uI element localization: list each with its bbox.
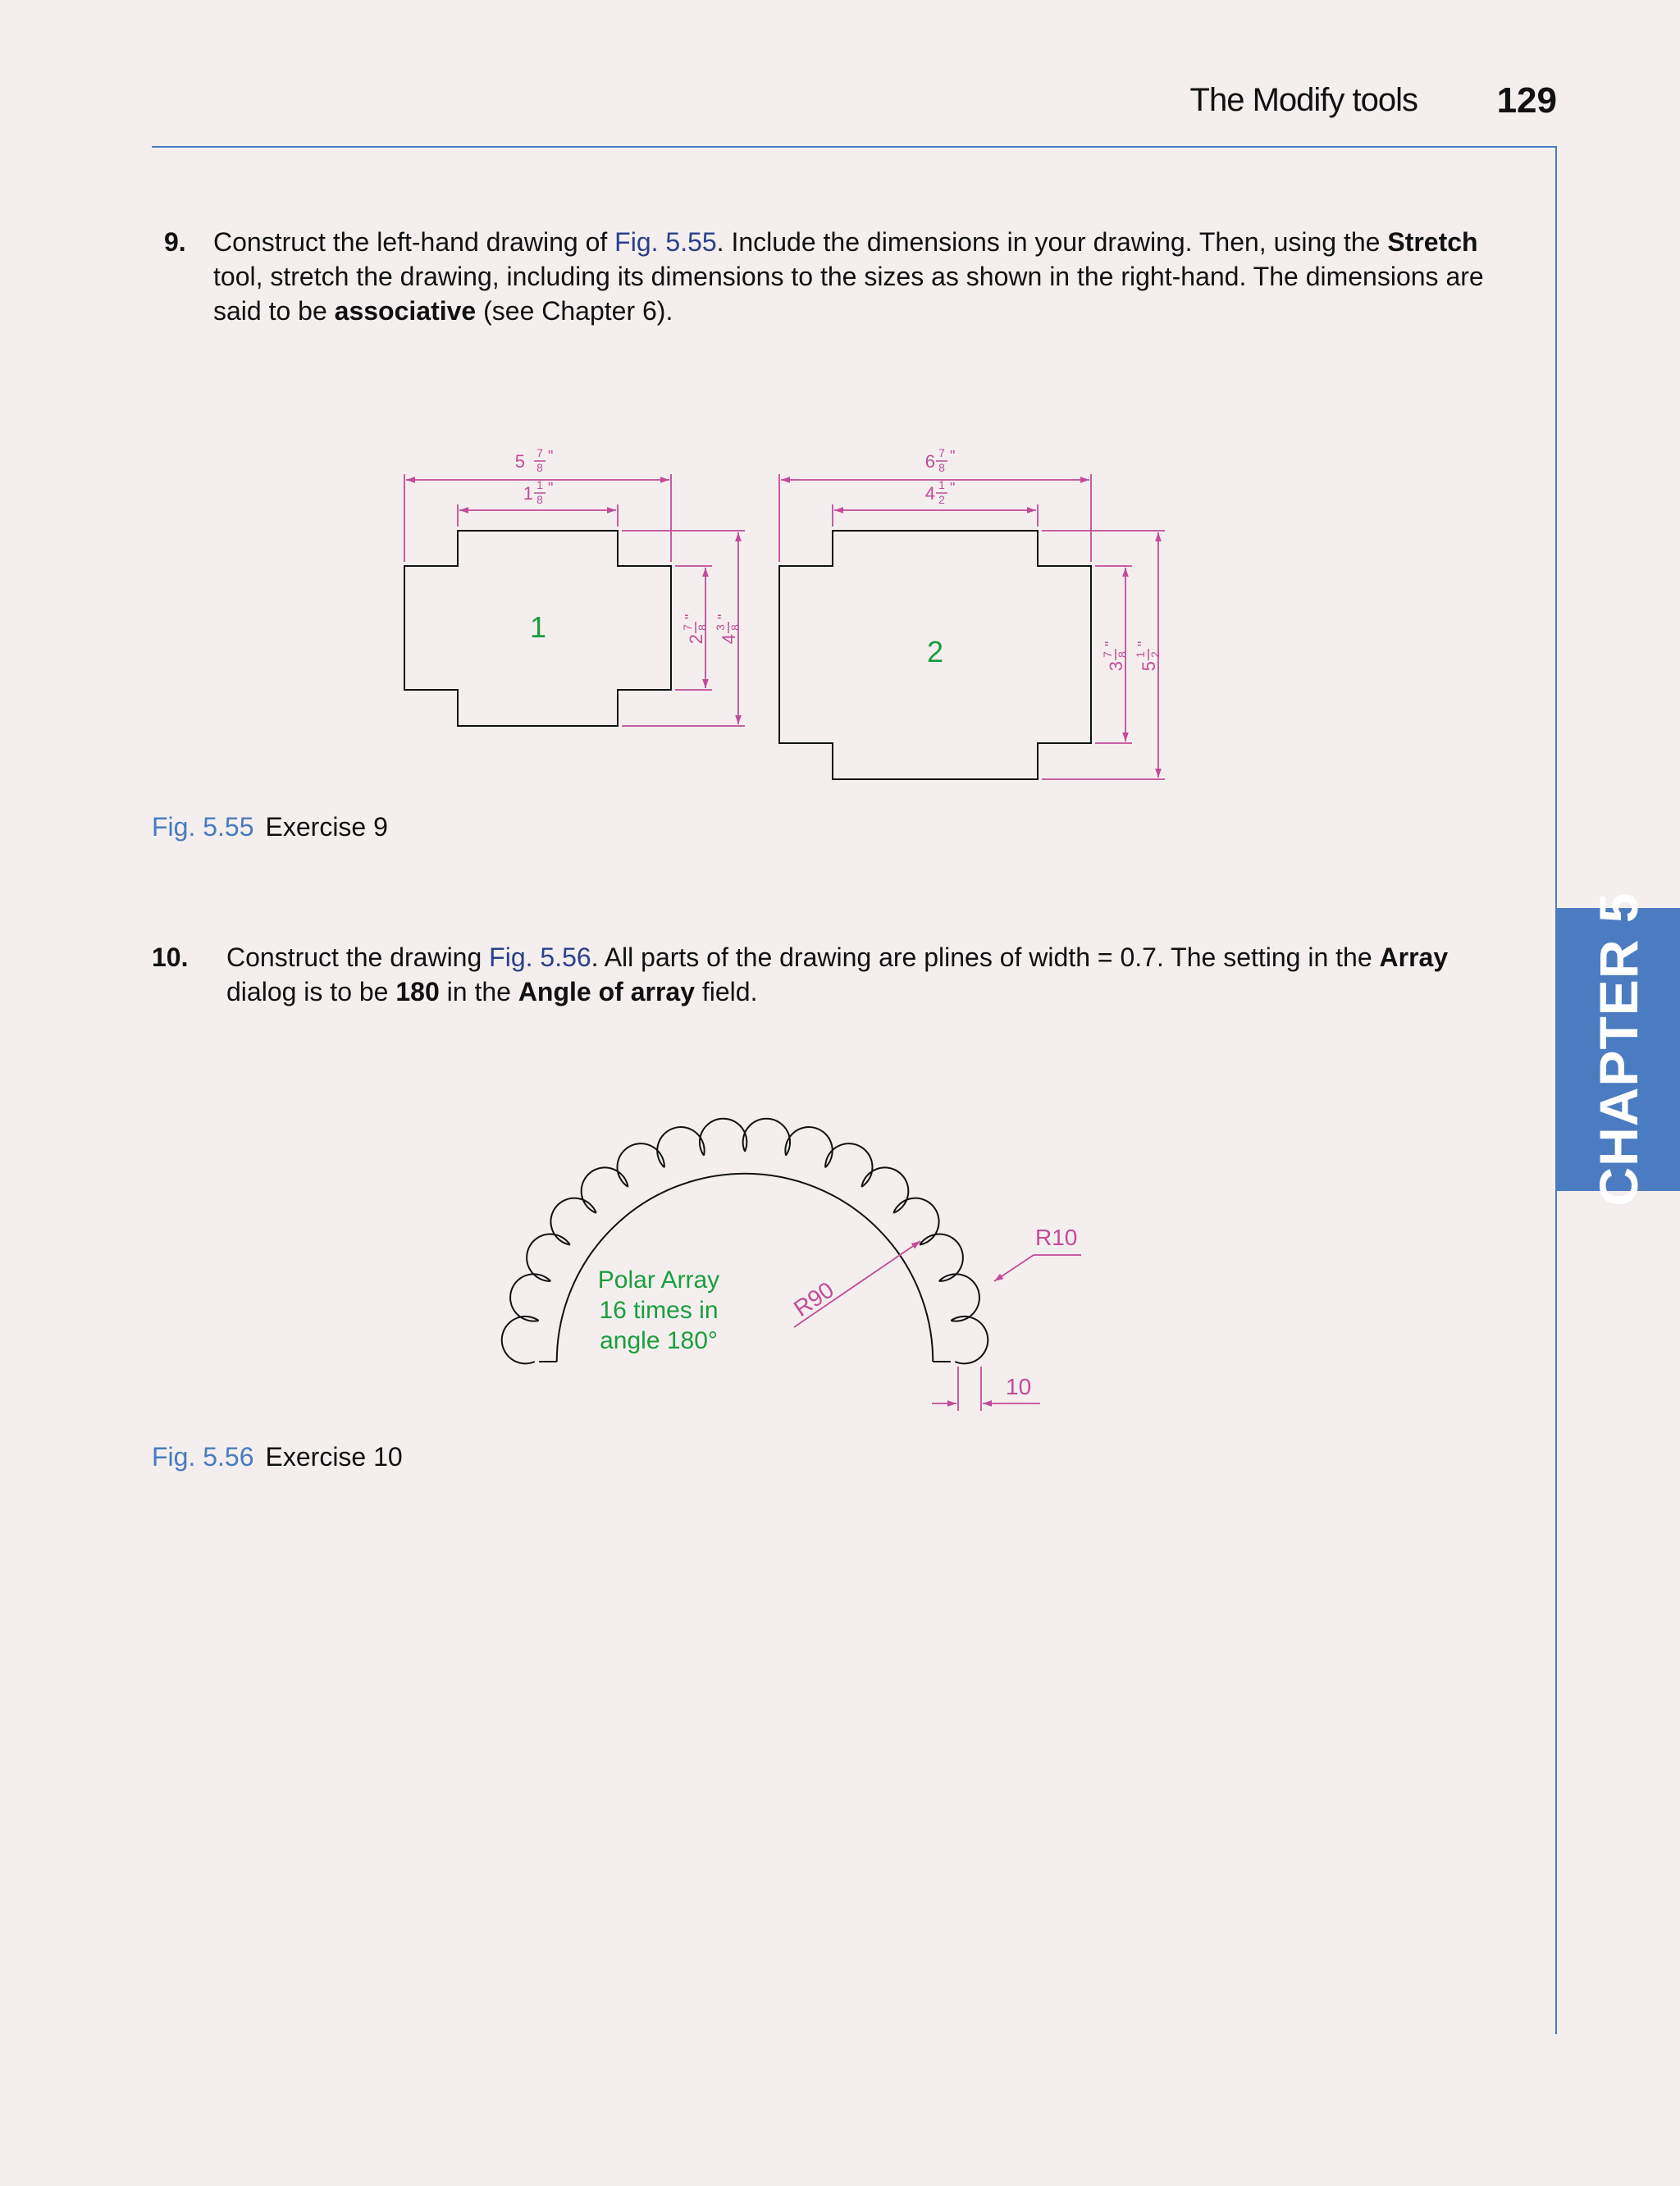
dim-num: 3 xyxy=(714,624,727,631)
dim-whole: 2 xyxy=(686,634,706,645)
dim-num: 1 xyxy=(1134,651,1147,658)
ex10-text-1: Construct the drawing xyxy=(226,942,490,972)
shape-2-label: 2 xyxy=(926,635,944,669)
ex10-text-3: dialog is to be xyxy=(226,977,396,1006)
note-line-1: Polar Array xyxy=(597,1266,720,1294)
dim-den: 2 xyxy=(938,493,945,506)
ex10-array-term: Array xyxy=(1379,942,1449,972)
dim-inch: " xyxy=(950,448,956,464)
radius-label-r90: R90 xyxy=(789,1276,838,1321)
shape-1-label: 1 xyxy=(529,610,547,644)
ex9-text-4: (see Chapter 6). xyxy=(476,296,673,326)
dim-num: 7 xyxy=(681,624,694,631)
width-label-10: 10 xyxy=(1006,1374,1032,1399)
dim-inch: " xyxy=(1135,641,1152,646)
note-line-3: angle 180° xyxy=(600,1327,718,1354)
ex10-text-5: field. xyxy=(694,977,758,1006)
dim-den: 8 xyxy=(696,624,709,631)
figure-5-56-caption xyxy=(152,1442,403,1472)
dim-den: 8 xyxy=(728,624,742,631)
ex9-text-2: . Include the dimensions in your drawing. Then, using the xyxy=(716,227,1388,257)
dim-den: 8 xyxy=(536,493,543,506)
ex10-text-2: . All parts of the drawing are plines of width = 0.7. The setting in the xyxy=(591,942,1380,972)
ex10-angle-field-term: Angle of array xyxy=(518,977,695,1006)
dim-inch: " xyxy=(1102,641,1119,646)
dim-den: 2 xyxy=(1148,651,1162,658)
scallop-array xyxy=(502,1119,988,1364)
dim-num: 1 xyxy=(536,478,543,491)
dim-den: 8 xyxy=(536,461,543,474)
dim-whole: 4 xyxy=(719,634,739,645)
ex9-associative-term: associative xyxy=(334,296,477,326)
dim-num: 7 xyxy=(938,446,945,459)
array-note xyxy=(598,1266,719,1354)
dim-inch: " xyxy=(548,480,554,496)
ex9-stretch-term: Stretch xyxy=(1387,227,1478,257)
dim-inch: " xyxy=(548,448,554,464)
figure-5-56-caption-text: Exercise 10 xyxy=(265,1442,403,1472)
ex9-text-1: Construct the left-hand drawing of xyxy=(213,227,615,257)
fig-5-56-link[interactable]: Fig. 5.56 xyxy=(489,942,591,972)
exercise-10-number: 10. xyxy=(152,942,189,972)
running-header-title: The Modify tools xyxy=(1189,82,1418,118)
dim-num: 7 xyxy=(1101,651,1114,658)
ex10-text-4: in the xyxy=(439,977,518,1006)
dim-whole: 1 xyxy=(523,483,533,504)
exercise-9-number: 9. xyxy=(164,227,186,257)
dim-inch: " xyxy=(950,480,956,496)
ex10-angle-value: 180 xyxy=(395,977,440,1006)
figure-5-56-caption-label: Fig. 5.56 xyxy=(152,1442,254,1472)
page-number: 129 xyxy=(1496,80,1557,121)
dim-whole: 5 xyxy=(1139,661,1159,672)
dim-whole: 4 xyxy=(924,483,935,504)
fig-5-55-link[interactable]: Fig. 5.55 xyxy=(614,227,717,257)
chapter-tab-label: CHAPTER 5 xyxy=(1588,892,1649,1207)
dim-whole: 6 xyxy=(924,451,935,472)
dim-inch: " xyxy=(682,614,699,619)
ex9-text-3: tool, stretch the drawing, including its dimensions to the sizes as shown in the right-hand. The dimensions are said to be xyxy=(213,262,1484,326)
leader-r10 xyxy=(994,1255,1081,1281)
figure-5-55-caption-text: Exercise 9 xyxy=(265,812,388,842)
scallop-arcs xyxy=(502,1119,988,1364)
radius-label-r10: R10 xyxy=(1035,1225,1078,1250)
dim-num: 7 xyxy=(536,446,543,459)
dim-den: 8 xyxy=(1116,651,1129,658)
figure-5-55-caption-label: Fig. 5.55 xyxy=(152,812,254,842)
dim-den: 8 xyxy=(938,461,945,474)
dim-whole: 5 xyxy=(514,451,525,472)
note-line-2: 16 times in xyxy=(599,1297,719,1324)
dim-whole: 3 xyxy=(1106,661,1126,672)
dim-num: 1 xyxy=(938,478,945,491)
dim-inch: " xyxy=(715,614,732,619)
